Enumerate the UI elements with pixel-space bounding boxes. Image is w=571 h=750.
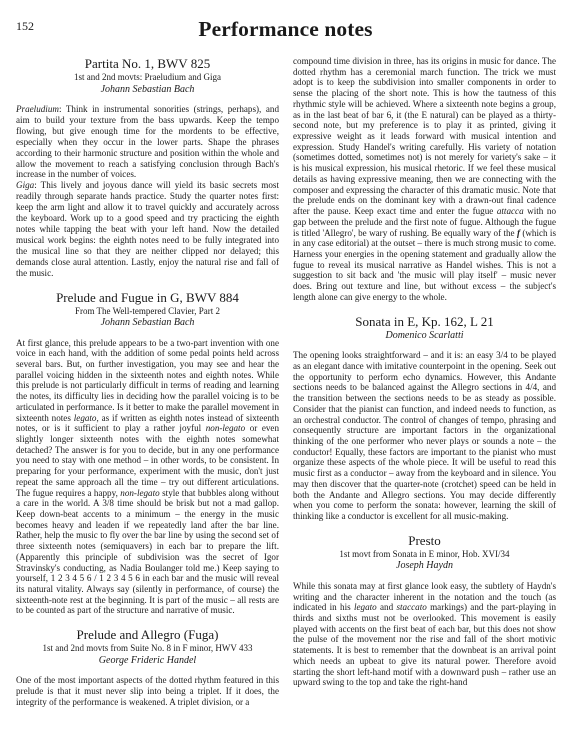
paragraph-prelude-fugue: At first glance, this prelude appears to be a two-part invention with one voice in each hand, with the addition of some pedal points held across several bars. But, on further investigation, you may see and hear the parallel voicing hidden in the sixteenth notes and eighth notes. While this prelude is not particularly difficult in terms of reading and learning the notes, its difficulty lies in deciding how the parallel voicing is to be articulated in performance. Is it better to make the parallel movement in sixteenth notes legato, as if written as eighth notes instead of sixteenth notes, or is it sufficient to play a rather joyful non-legato or even slightly longer sixteenth notes with the eighth notes somewhat detached? The answer is for you to decide, but in any one performance you need to stay with one method – in other words, to be consistent. In preparing for your performance, experiment with the music, don't just repeat the same approach all the time – try out different articulations. The fugue requires a happy, non-legato style that bubbles along without a care in the world. A 3/8 time should be brisk but not a mad gallop. Keep down-beat accents to a minimum – the energy in the music becomes heavy and leaden if we repeatedly land after the bar line. Rather, help the music to fly over the bar line by using the second set of three sixteenth notes (semiquavers) in each bar to prepare the lift. (Apparently this principle of subdivision was the secret of Igor Stravinsky's conducting, as Nadia Boulanger told me.) Keep saying to yourself, 1 2 3 4 5 6 / 1 2 3 4 5 6 in each bar and the music will reveal its natural vitality. Always say (silently in performance, of course) the sixteenth-note rest at the beginning. It is part of the music – all rests are to be counted as part of the structure and narrative of music. [16,337,280,616]
section-heading-prelude-fugue [16,290,279,330]
paragraph-scarlatti: The opening looks straightforward – and it is: an easy 3/4 to be played as an elegant dance with imitative counterpoint in the opening. Seek out the opportunity to perform echo dynamics. However, this Andante sections needs to be balanced against the Allegro sections in 4/4, and the transition between the sections needs to be as steady as possible. Consider that the pianist can function, and indeed needs to function, as an orchestral conductor. The control of changes of tempo, phrasing and consequently structure are important factors in the organizational thinking of the one performer who never plays or sounds a note – the conductor! Equally, these factors are important to the pianist who must organize these aspects of the whole piece. It will be useful to read this music first as a conductor – away from the keyboard and in silence. You may then discover that the quarter-note (crotchet) speed can be held in both the Andante and Allegro sections. You may decide differently when you come to perform the sonata: however, learning the skill of thinking like a conductor is excellent for all music-making. [293,350,556,522]
section-composer: Johann Sebastian Bach [100,83,195,95]
right-column [293,56,556,688]
paragraph-haydn: While this sonata may at first glance look easy, the subtlety of Haydn's writing and the character inherent in the notation and the touch (as indicated in his legato and staccato markings) and the part-playing in thirds and sixths must not be overlooked. This movement is easily played with accents on the first beat of each bar, but this does not show the pulse of the movement nor the rise and fall of the short motivic statements. It is best to remember that the downbeat is an arrival point which needs an upbeat to give its natural power. Therefore avoid starting the short left-hand motif with a downward push – rather use an upward swing to the top and take the right-hand [293,580,556,688]
section-subtitle: 1st and 2nd movts from Suite No. 8 in F minor, HWV 433 [42,643,253,654]
section-heading-haydn [293,533,556,573]
section-subtitle: From The Well-tempered Clavier, Part 2 [74,305,221,316]
section-composer: Joseph Haydn [396,560,453,572]
left-column [16,56,279,708]
section-composer: George Frideric Handel [98,654,197,666]
page-title: Performance notes [198,17,373,41]
section-title: Sonata in E, Kp. 162, L 21 [355,313,494,329]
section-title: Prelude and Fugue in G, BWV 884 [56,289,239,305]
paragraph-praeludium: Praeludium: Think in instrumental sonorities (strings, perhaps), and aim to build your texture from the bass upwards. Keep the tempo flowing, but give enough time for the mordents to be effective, especially when they occur in the lower parts. Shape the phrases according to their harmonic structure and position within the whole and allow the movement to reach a satisfying conclusion through Bach's increase in the number of voices. [16,104,279,180]
section-heading-partita [16,56,279,96]
section-heading-handel [16,627,279,667]
section-title: Prelude and Allegro (Fuga) [76,627,219,643]
paragraph-handel-continued: compound time division in three, has its origins in music for dance. The dotted rhythm has a ceremonial march function. The trick we must adopt is to keep the subdivision into smaller components in order to sense the placing of the short note. This is how the tautness of this rhythmic style will be achieved. Where a sixteenth note begins a group, as in the last beat of bar 6, it (the E natural) can be played as a thirty-second note, but my preference is to play it as printed, giving it expressive weight as it leads forward with musical intention and expression. Study Handel's writing carefully. His variety of notation (sometimes dotted, sometimes not) is not merely for variety's sake – it is his musical expression, his musical rhetoric. If we feel these musical details as having expressive meaning, then we are connecting with the composer and expressing the character of this dramatic music. Note that the prelude ends on the dominant key with a drawn-out final cadence after the pause. Keep exact time and enter the fugue attacca with no gap between the prelude and the first note of fugue. Although the fugue is titled 'Allegro', be wary of rushing. Be equally wary of the f (which is in any case editorial) at the outset – there is much strong music to come. Harness your energies in the opening statement and gradually allow the fugue to reveal its musical narrative as Handel wishes. This is not a suggestion to sit back and 'the music will play itself' – music never does. Bring out texture and line, but without excess – the subject's length alone can give energy to the whole. [293,56,556,302]
page-number: 152 [16,19,34,33]
section-title: Presto [408,532,441,548]
section-composer: Johann Sebastian Bach [100,317,195,328]
section-subtitle: 1st movt from Sonata in E minor, Hob. XVI/34 [339,549,510,560]
section-subtitle: 1st and 2nd movts: Praeludium and Giga [74,72,221,83]
paragraph-handel: One of the most important aspects of the dotted rhythm featured in this prelude is that it must never slip into being a triplet. If it does, the integrity of the performance is weakened. A triplet division, or a [16,675,279,707]
section-heading-scarlatti [293,314,556,343]
section-composer: Domenico Scarlatti [385,329,464,341]
section-title: Partita No. 1, BWV 825 [84,56,211,71]
paragraph-giga: Giga: This lively and joyous dance will yield its basic secrets most readily through separate hands practice. Study the quarter notes first: keep the arm light and allow it to travel quickly and accurately across the keyboard. Work up to a good speed and try practicing the eighth notes while tapping the beat with your left hand. Now the detailed musical work begins: the eighth notes need to be fully integrated into the musical line so that they are neither clipped nor delayed; this demands close aural attention. Lastly, enjoy the natural rise and fall of the music. [16,180,279,278]
